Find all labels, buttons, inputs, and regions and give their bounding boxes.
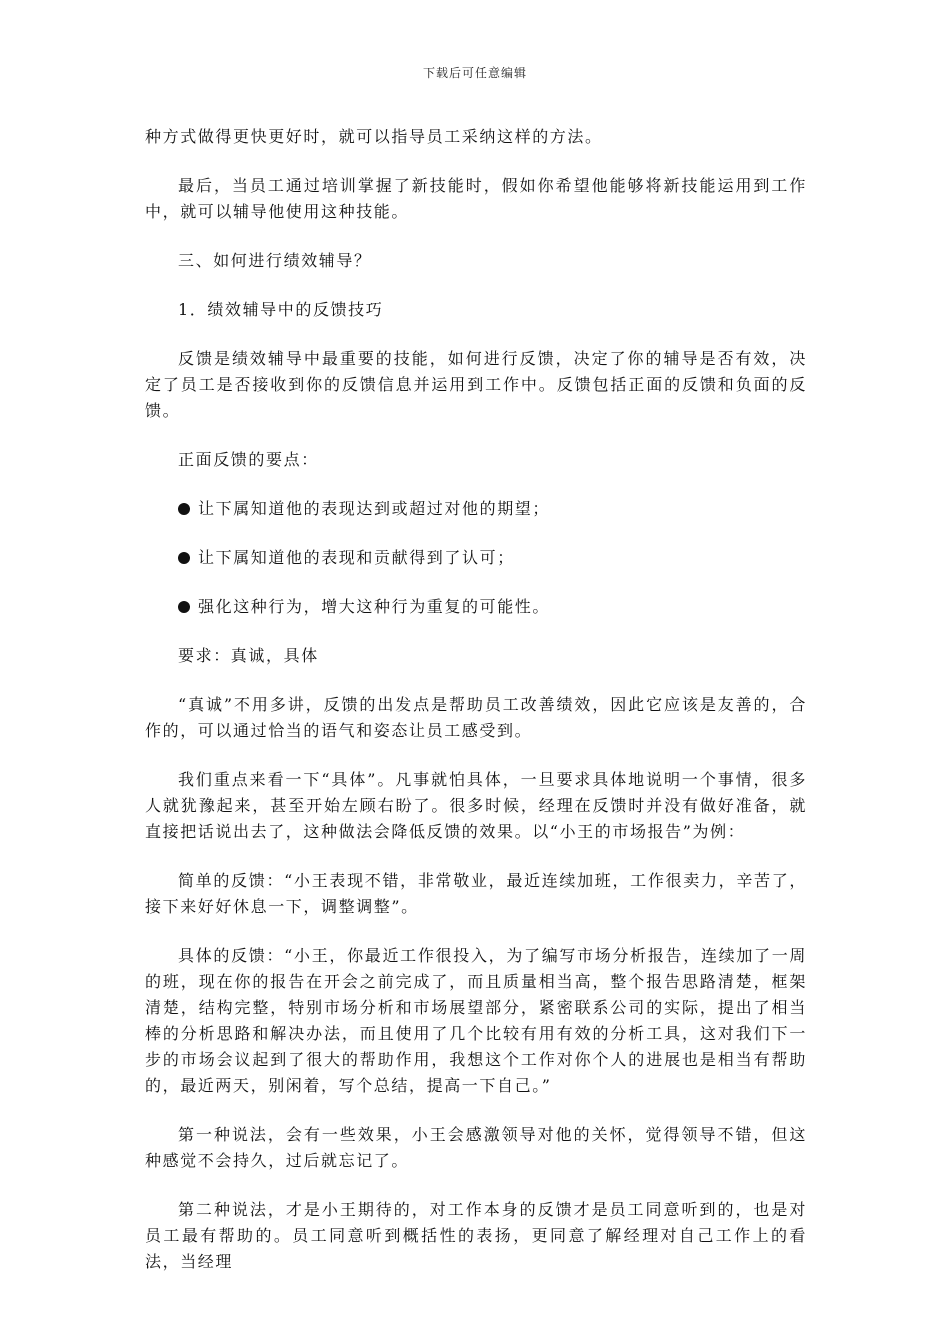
paragraph: 具体的反馈：“小王，你最近工作很投入，为了编写市场分析报告，连续加了一周的班，现在你的报告在开会之前完成了，而且质量相当高，整个报告思路清楚，框架清楚，结构完整，特别市场分析和市场展望部分，紧密联系公司的实际，提出了相当棒的分析思路和解决办法，而且使用了几个比较有用有效的分析工具，这对我们下一步的市场会议起到了很大的帮助作用，我想这个工作对你个人的进展也是相当有帮助的，最近两天，别闲着，写个总结，提高一下自己。” (145, 946, 807, 1095)
paragraph: 我们重点来看一下“具体”。凡事就怕具体，一旦要求具体地说明一个事情，很多人就犹豫起来，甚至开始左顾右盼了。很多时候，经理在反馈时并没有做好准备，就直接把话说出去了，这种做法会降低反馈的效果。以“小王的市场报告”为例： (145, 770, 807, 841)
paragraph: “真诚”不用多讲，反馈的出发点是帮助员工改善绩效，因此它应该是友善的，合作的，可以通过恰当的语气和姿态让员工感受到。 (145, 695, 807, 740)
bullet-item (145, 545, 807, 571)
bullet-dot-icon (178, 503, 190, 515)
paragraph: 正面反馈的要点： (178, 450, 319, 469)
paragraph: 第一种说法，会有一些效果，小王会感激领导对他的关怀，觉得领导不错，但这种感觉不会持久，过后就忘记了。 (145, 1125, 807, 1170)
paragraph: 反馈是绩效辅导中最重要的技能，如何进行反馈，决定了你的辅导是否有效，决定了员工是否接收到你的反馈信息并运用到工作中。反馈包括正面的反馈和负面的反馈。 (145, 349, 807, 420)
bullet-text: 强化这种行为，增大这种行为重复的可能性。 (198, 597, 551, 616)
page-header: 下载后可任意编辑 (422, 66, 527, 80)
paragraph: 第二种说法，才是小王期待的，对工作本身的反馈才是员工同意听到的，也是对员工最有帮助的。员工同意听到概括性的表扬，更同意了解经理对自己工作上的看法，当经理 (145, 1200, 807, 1271)
bullet-dot-icon (178, 552, 190, 564)
section-heading: 三、如何进行绩效辅导？ (178, 251, 372, 270)
paragraph: 种方式做得更快更好时，就可以指导员工采纳这样的方法。 (145, 127, 603, 146)
bullet-text: 让下属知道他的表现达到或超过对他的期望； (198, 499, 551, 518)
paragraph: 最后，当员工通过培训掌握了新技能时，假如你希望他能够将新技能运用到工作中，就可以辅导他使用这种技能。 (145, 176, 807, 221)
paragraph: 简单的反馈：“小王表现不错，非常敬业，最近连续加班，工作很卖力，辛苦了，接下来好好休息一下，调整调整”。 (145, 871, 807, 916)
bullet-dot-icon (178, 601, 190, 613)
bullet-item (145, 496, 807, 522)
bullet-item (145, 594, 807, 620)
paragraph: 要求：真诚，具体 (178, 646, 319, 665)
subsection-heading: 1．绩效辅导中的反馈技巧 (178, 300, 384, 319)
bullet-text: 让下属知道他的表现和贡献得到了认可； (198, 548, 515, 567)
document-body (145, 124, 807, 1298)
